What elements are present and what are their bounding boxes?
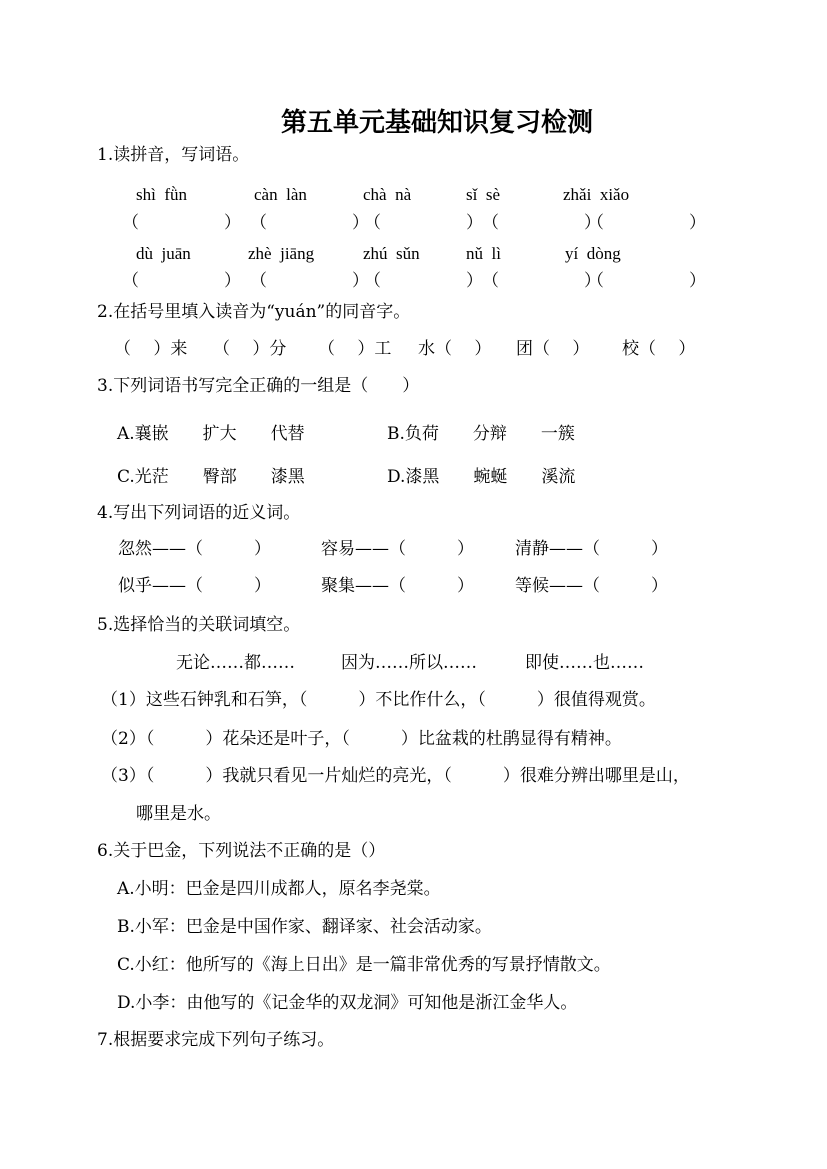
q6-stem: 6.关于巴金，下列说法不正确的是（） — [97, 841, 386, 861]
q1-stem: 1.读拼音，写词语。 — [97, 145, 250, 165]
answer-bracket[interactable]: （ ） — [122, 271, 241, 291]
pinyin-1-2: càn làn — [254, 185, 307, 204]
answer-bracket[interactable]: （ ） — [587, 213, 706, 233]
answer-bracket[interactable]: （ ） — [482, 213, 601, 233]
pinyin-2-1: dù juān — [136, 244, 191, 263]
q6-option-d[interactable]: D.小李：由他写的《记金华的双龙洞》可知他是浙江金华人。 — [117, 993, 578, 1013]
pinyin-1-4: sǐ sè — [466, 185, 500, 204]
answer-bracket[interactable]: （ ） — [122, 213, 241, 233]
homophone-item[interactable]: （ ）工 — [318, 339, 392, 359]
answer-bracket[interactable]: （ ） — [482, 271, 601, 291]
q4-stem: 4.写出下列词语的近义词。 — [97, 503, 301, 523]
synonym-item[interactable]: 忽然——（ ） — [118, 539, 271, 559]
q6-option-c[interactable]: C.小红：他所写的《海上日出》是一篇非常优秀的写景抒情散文。 — [117, 955, 611, 975]
pinyin-1-1: shì fǜn — [136, 185, 187, 204]
pinyin-2-3: zhú sǔn — [363, 244, 420, 263]
q5-sentence-3[interactable]: （3）（ ）我就只看见一片灿烂的亮光，（ ）很难分辨出哪里是山， — [101, 766, 690, 786]
q3-option-c[interactable]: C.光茫 臀部 漆黑 — [117, 467, 305, 487]
conjunction-choice: 无论……都…… — [176, 653, 295, 673]
q5-sentence-2[interactable]: （2）（ ）花朵还是叶子，（ ）比盆栽的杜鹃显得有精神。 — [101, 729, 622, 749]
q3-option-a[interactable]: A.襄嵌 扩大 代替 — [117, 424, 305, 444]
homophone-item[interactable]: （ ）分 — [213, 339, 287, 359]
homophone-item[interactable]: 校（ ） — [622, 339, 696, 359]
synonym-item[interactable]: 等候——（ ） — [515, 576, 668, 596]
q2-stem: 2.在括号里填入读音为“yuán”的同音字。 — [97, 302, 411, 322]
answer-bracket[interactable]: （ ） — [250, 271, 369, 291]
pinyin-2-2: zhè jiāng — [248, 244, 315, 263]
pinyin-2-5: yí dòng — [565, 244, 621, 263]
q5-stem: 5.选择恰当的关联词填空。 — [97, 615, 301, 635]
pinyin-2-4: nǔ lì — [466, 244, 501, 263]
homophone-item[interactable]: （ ）来 — [114, 339, 188, 359]
pinyin-1-5: zhǎi xiǎo — [563, 185, 630, 204]
homophone-item[interactable]: 团（ ） — [516, 339, 590, 359]
synonym-item[interactable]: 聚集——（ ） — [321, 576, 474, 596]
answer-bracket[interactable]: （ ） — [364, 213, 483, 233]
q5-sentence-1[interactable]: （1）这些石钟乳和石笋，（ ）不比作什么，（ ）很值得观赏。 — [101, 690, 656, 710]
answer-bracket[interactable]: （ ） — [364, 271, 483, 291]
q3-option-b[interactable]: B.负荷 分辩 一簇 — [387, 424, 575, 444]
q3-stem: 3.下列词语书写完全正确的一组是（ ） — [97, 376, 420, 396]
conjunction-choice: 即使……也…… — [525, 653, 644, 673]
synonym-item[interactable]: 容易——（ ） — [321, 539, 474, 559]
synonym-item[interactable]: 似乎——（ ） — [118, 576, 271, 596]
q6-option-b[interactable]: B.小军：巴金是中国作家、翻译家、社会活动家。 — [117, 917, 492, 937]
q5-sentence-3-continued: 哪里是水。 — [136, 804, 221, 824]
answer-bracket[interactable]: （ ） — [250, 213, 369, 233]
synonym-item[interactable]: 清静——（ ） — [515, 539, 668, 559]
q3-option-d[interactable]: D.漆黑 蜿蜒 溪流 — [387, 467, 576, 487]
answer-bracket[interactable]: （ ） — [587, 271, 706, 291]
pinyin-1-3: chà nà — [363, 185, 412, 204]
conjunction-choice: 因为……所以…… — [341, 653, 477, 673]
q6-option-a[interactable]: A.小明：巴金是四川成都人，原名李尧棠。 — [117, 879, 441, 899]
page-title: 第五单元基础知识复习检测 — [281, 108, 594, 138]
q7-stem: 7.根据要求完成下列句子练习。 — [97, 1030, 335, 1050]
homophone-item[interactable]: 水（ ） — [418, 339, 492, 359]
